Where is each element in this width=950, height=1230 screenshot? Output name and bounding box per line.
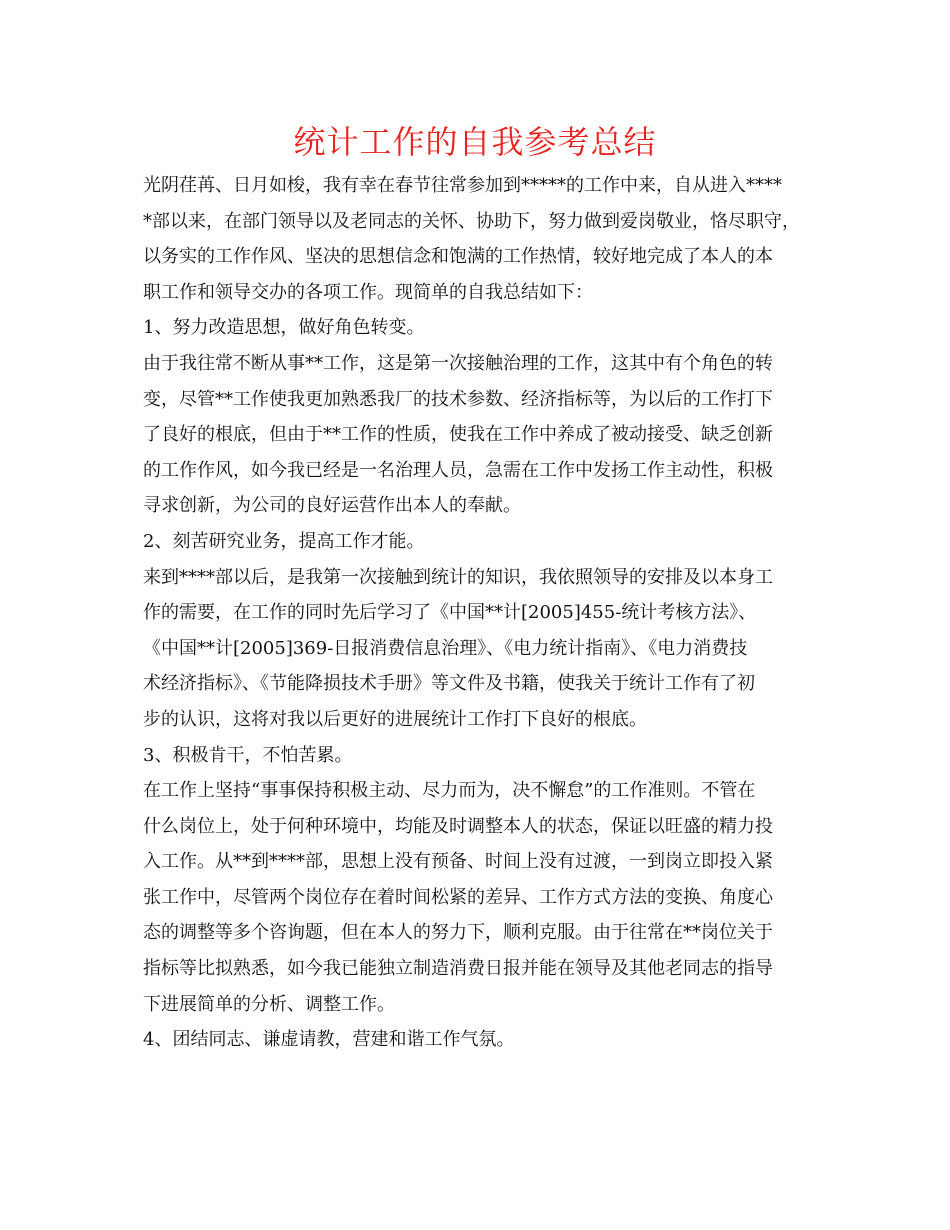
text-line: 的工作作风，如今我已经是一名治理人员，急需在工作中发扬工作主动性，积极	[143, 459, 773, 481]
text-line: 了良好的根底，但由于**工作的性质，使我在工作中养成了被动接受、缺乏创新	[143, 424, 773, 446]
section-heading: 1、努力改造思想，做好角色转变。	[143, 317, 425, 339]
section-heading: 3、积极肯干，不怕苦累。	[143, 744, 353, 766]
text-line: *部以来，在部门领导以及老同志的关怀、协助下，努力做到爱岗敬业，恪尽职守，	[143, 210, 800, 232]
text-line: 步的认识，这将对我以后更好的进展统计工作打下良好的根底。	[143, 708, 647, 730]
document-title: 统计工作的自我参考总结	[293, 123, 657, 161]
text-line: 入工作。从**到****部，思想上没有预备、时间上没有过渡，一到岗立即投入紧	[143, 851, 773, 873]
document-body	[143, 168, 833, 1058]
text-line: 作的需要，在工作的同时先后学习了《中国**计[2005]455-统计考核方法》、	[143, 602, 757, 624]
text-line: 以务实的工作作风、坚决的思想信念和饱满的工作热情，较好地完成了本人的本	[143, 246, 773, 268]
section-heading: 4、团结同志、谦虚请教，营建和谐工作气氛。	[143, 1029, 515, 1051]
text-line: 张工作中，尽管两个岗位存在着时间松紧的差异、工作方式方法的变换、角度心	[143, 886, 773, 908]
text-line: 光阴荏苒、日月如梭，我有幸在春节往常参加到*****的工作中来，自从进入****	[143, 175, 782, 196]
text-line: 在工作上坚持“事事保持积极主动、尽力而为，决不懈怠”的工作准则。不管在	[143, 780, 756, 802]
text-line: 指标等比拟熟悉，如今我已能独立制造消费日报并能在领导及其他老同志的指导	[143, 958, 773, 980]
section-heading: 2、刻苦研究业务，提高工作才能。	[143, 530, 425, 552]
text-line: 下进展简单的分析、调整工作。	[143, 993, 395, 1015]
text-line: 寻求创新，为公司的良好运营作出本人的奉献。	[143, 495, 521, 517]
text-line: 术经济指标》、《节能降损技术手册》等文件及书籍，使我关于统计工作有了初	[143, 673, 755, 695]
text-line: 变，尽管**工作使我更加熟悉我厂的技术参数、经济指标等，为以后的工作打下	[143, 388, 773, 410]
text-line: 职工作和领导交办的各项工作。现简单的自我总结如下：	[143, 281, 593, 303]
text-line: 由于我往常不断从事**工作，这是第一次接触治理的工作，这其中有个角色的转	[143, 352, 773, 374]
text-line: 什么岗位上，处于何种环境中，均能及时调整本人的状态，保证以旺盛的精力投	[143, 815, 773, 837]
text-line: 《中国**计[2005]369-日报消费信息治理》、《电力统计指南》、《电力消费技	[143, 637, 748, 659]
text-line: 态的调整等多个咨询题，但在本人的努力下，顺利克服。由于往常在**岗位关于	[143, 922, 773, 944]
text-line: 来到****部以后，是我第一次接触到统计的知识，我依照领导的安排及以本身工	[143, 566, 773, 588]
